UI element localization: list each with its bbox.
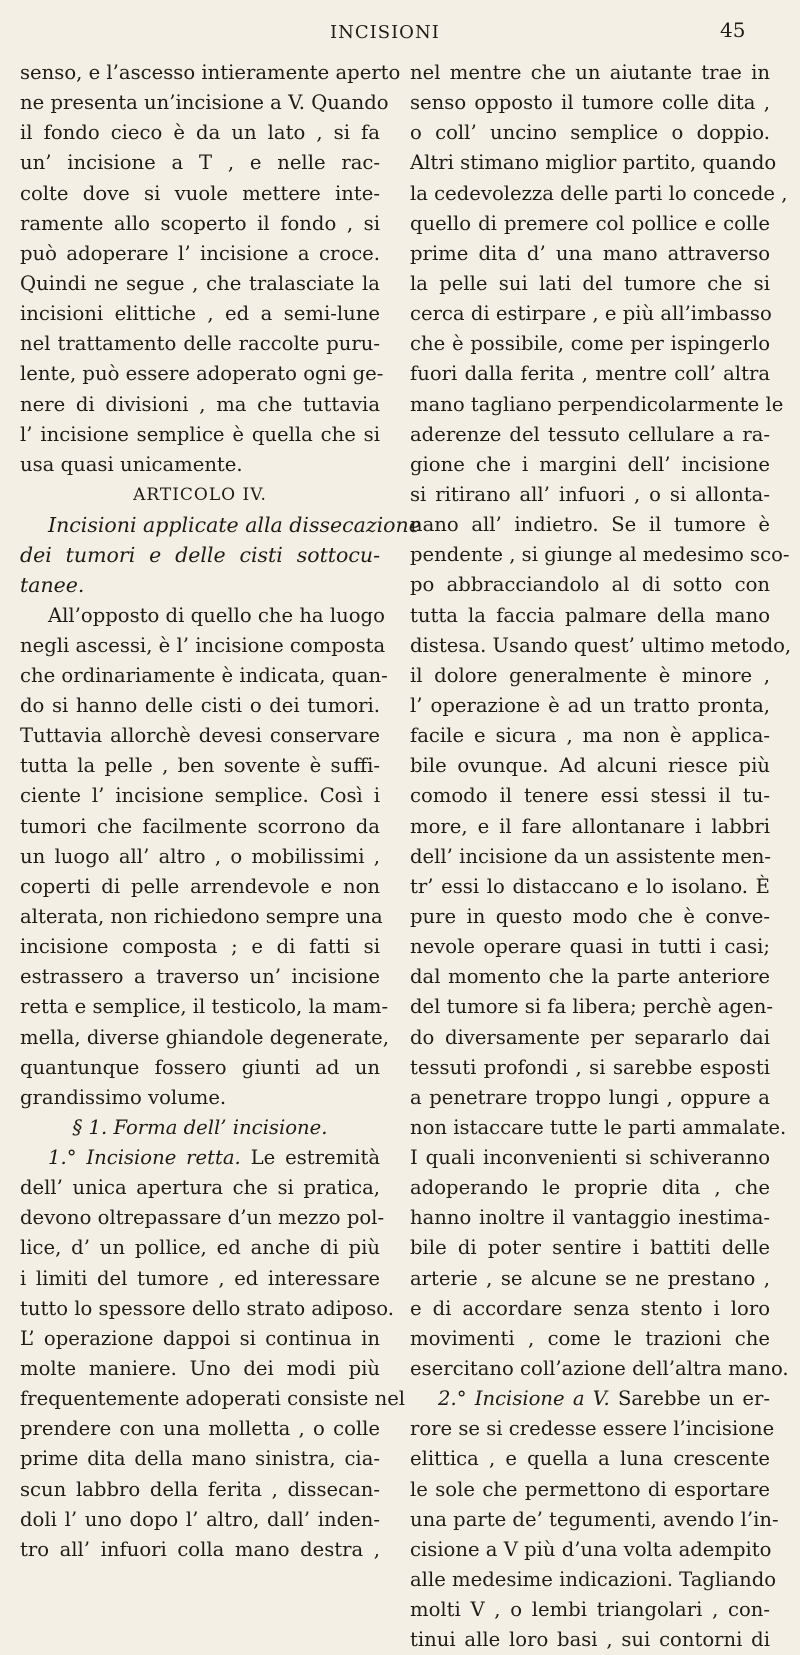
paragraph [410,1384,779,1655]
article-title-line: Incisioni applicate alla dissecazione [48,513,421,538]
text-line: adoperando le proprie dita , che [410,1176,770,1200]
section-heading: § 1. Forma dell’ incisione. [72,1115,328,1139]
text-line: il dolore generalmente è minore , [410,663,770,687]
text-line: do diversamente per separarlo dai [410,1025,770,1049]
text-line: lice, d’ un pollice, ed anche di più [20,1236,380,1260]
text-line: tinui alle loro basi , sui contorni di [410,1628,770,1652]
paragraph [20,601,389,1113]
text-line: che è possibile, come per ispingerlo [410,332,770,356]
text-line: dal momento che la parte anteriore [410,965,770,989]
text-line: tessuti profondi , si sarebbe esposti [410,1055,770,1079]
text-line: quantunque fossero giunti ad un [20,1055,380,1079]
article-title [20,510,421,600]
right-column [410,58,792,1655]
text-line: le sole che permettono di esportare [410,1477,770,1501]
article-title-line: dei tumori e delle cisti sottocu- [20,543,380,568]
text-line: devono oltrepassare d’un mezzo pol- [20,1206,385,1230]
text-line: ne presenta un’incisione a V. Quando [20,91,389,115]
text-run: Sarebbe un er- [609,1387,770,1411]
article-heading: ARTICOLO IV. [133,484,267,505]
text-line: tro all’ infuori colla mano destra , [20,1537,380,1561]
text-line: molte maniere. Uno dei modi più [20,1357,380,1381]
text-line: mano tagliano perpendicolarmente le [410,392,784,416]
text-line [410,1384,770,1414]
text-line: fuori dalla ferita , mentre coll’ altra [410,362,770,386]
text-line: nel mentre che un aiutante trae in [410,61,770,84]
page-header-title: INCISIONI [330,22,440,43]
text-line: nere di divisioni , ma che tuttavia [20,392,380,416]
text-line: aderenze del tessuto cellulare a ra- [410,422,770,446]
text-line: o coll’ uncino semplice o doppio. [410,121,770,145]
text-line: un’ incisione a T , e nelle rac- [20,151,380,175]
text-line: tutta la faccia palmare della mano [410,603,770,627]
text-line: ciente l’ incisione semplice. Così i [20,784,380,808]
text-line: si ritirano all’ infuori , o si allonta- [410,482,770,506]
text-line: distesa. Usando quest’ ultimo metodo, [410,633,792,657]
text-line: I quali inconvenienti si schiveranno [410,1146,770,1170]
text-line: retta e semplice, il testicolo, la mam- [20,995,389,1019]
subsection-lead: 1.° Incisione retta. [48,1146,241,1170]
text-line: dell’ unica apertura che si pratica, [20,1176,380,1200]
paragraph [410,58,792,1384]
text-line: nevole operare quasi in tutti i casi; [410,935,770,959]
article-title-line: tanee. [20,573,85,598]
text-line: comodo il tenere essi stessi il tu- [410,784,770,808]
text-line: Altri stimano miglior partito, quando [410,151,777,175]
text-line [20,1143,380,1173]
text-line: tumori che facilmente scorrono da [20,814,380,838]
text-line: molti V , o lembi triangolari , con- [410,1598,770,1622]
text-line: lente, può essere adoperato ogni ge- [20,362,384,386]
paragraph [20,58,401,480]
text-line: la pelle sui lati del tumore che si [410,271,770,295]
text-line: tutta la pelle , ben sovente è suffi- [20,754,380,778]
text-line: ramente allo scoperto il fondo , si [20,211,380,235]
text-line: incisioni elittiche , ed a semi-lune [20,302,380,326]
text-line: doli l’ uno dopo l’ altro, dall’ inden- [20,1507,380,1531]
text-line: Tuttavia allorchè devesi conservare [20,724,380,748]
text-line: nano all’ indietro. Se il tumore è [410,513,770,537]
text-line: cerca di estirpare , e più all’imbasso [410,302,772,326]
text-line: il fondo cieco è da un lato , si fa [20,121,380,145]
text-line: prime dita d’ una mano attraverso [410,241,770,265]
text-line: negli ascessi, è l’ incisione composta [20,633,386,657]
text-line: pure in questo modo che è conve- [410,904,770,928]
text-line: grandissimo volume. [20,1085,227,1109]
text-line: esercitano coll’azione dell’altra mano. [410,1357,789,1381]
text-line: senso, e l’ascesso intieramente aperto [20,61,401,84]
text-line: l’ incisione semplice è quella che si [20,422,380,446]
text-line: un luogo all’ altro , o mobilissimi , [20,844,380,868]
text-line: la cedevolezza delle parti lo concede , [410,181,788,205]
text-line: senso opposto il tumore colle dita , [410,91,770,115]
text-line: non istaccare tutte le parti ammalate. [410,1115,787,1139]
text-line: elittica , e quella a luna crescente [410,1447,770,1471]
text-line: quello di premere col pollice e colle [410,211,770,235]
text-line: che ordinariamente è indicata, quan- [20,663,388,687]
text-line: Quindi ne segue , che tralasciate la [20,271,380,295]
subsection-lead: 2.° Incisione a V. [438,1387,610,1411]
paragraph [20,1143,406,1565]
text-line: alterata, non richiedono sempre una [20,904,383,928]
page-number: 45 [720,18,746,42]
text-line: hanno inoltre il vantaggio inestima- [410,1206,770,1230]
text-line: colte dove si vuole mettere inte- [20,181,380,205]
text-line: rore se si credesse essere l’incisione [410,1417,775,1441]
text-line: movimenti , come le trazioni che [410,1326,770,1350]
text-line: bile di poter sentire i battiti delle [410,1236,770,1260]
text-line: more, e il fare allontanare i labbri [410,814,770,838]
text-line: facile e sicura , ma non è applica- [410,724,770,748]
text-line: All’opposto di quello che ha luogo [48,603,385,627]
text-line: nel trattamento delle raccolte puru- [20,332,380,356]
left-column [20,58,421,1565]
text-line: L’ operazione dappoi si continua in [20,1326,380,1350]
text-line: prime dita della mano sinistra, cia- [20,1447,380,1471]
text-line: può adoperare l’ incisione a croce. [20,241,380,265]
text-line: tr’ essi lo distaccano e lo isolano. È [410,874,770,898]
text-line: una parte de’ tegumenti, avendo l’in- [410,1507,779,1531]
text-line: gione che i margini dell’ incisione [410,452,770,476]
text-line: estrassero a traverso un’ incisione [20,965,380,989]
text-line: a penetrare troppo lungi , oppure a [410,1085,770,1109]
text-line: dell’ incisione da un assistente men- [410,844,772,868]
text-line: frequentemente adoperati consiste nel [20,1387,406,1411]
text-run: Le estremità [240,1146,381,1170]
text-line: pendente , si giunge al medesimo sco- [410,543,790,567]
text-line: tutto lo spessore dello strato adiposo. [20,1296,394,1320]
text-line: po abbracciandolo al di sotto con [410,573,770,597]
text-line: do si hanno delle cisti o dei tumori. [20,693,380,717]
text-line: coperti di pelle arrendevole e non [20,874,380,898]
text-line: bile ovunque. Ad alcuni riesce più [410,754,770,778]
text-line: scun labbro della ferita , dissecan- [20,1477,380,1501]
text-line: mella, diverse ghiandole degenerate, [20,1025,389,1049]
running-head [0,14,800,50]
text-line: usa quasi unicamente. [20,452,243,476]
text-line: e di accordare senza stento i loro [410,1296,770,1320]
text-line: cisione a V più d’una volta adempito [410,1537,772,1561]
text-line: i limiti del tumore , ed interessare [20,1266,380,1290]
text-line: arterie , se alcune se ne prestano , [410,1266,770,1290]
text-line: incisione composta ; e di fatti si [20,935,380,959]
text-line: del tumore si fa libera; perchè agen- [410,995,773,1019]
text-line: alle medesime indicazioni. Tagliando [410,1568,777,1592]
text-line: l’ operazione è ad un tratto pronta, [410,693,770,717]
text-line: prendere con una molletta , o colle [20,1417,380,1441]
